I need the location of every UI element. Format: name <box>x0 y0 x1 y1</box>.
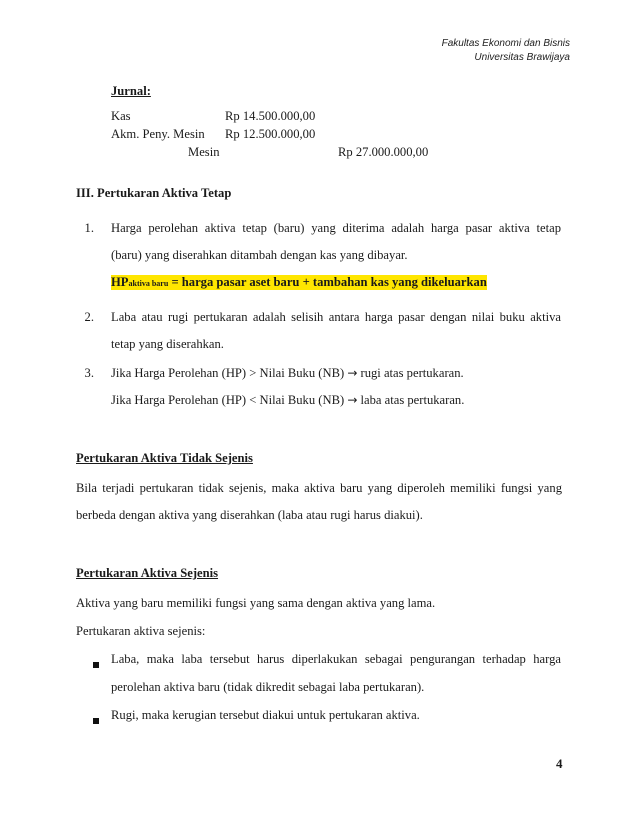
jurnal-row-3-credit: Rp 27.000.000,00 <box>338 145 429 159</box>
item-2-line-2: tetap yang diserahkan. <box>111 337 224 351</box>
arrow-right-icon: → <box>347 366 358 380</box>
tidak-sejenis-heading: Pertukaran Aktiva Tidak Sejenis <box>76 451 253 465</box>
jurnal-row-1-debit: Rp 14.500.000,00 <box>225 109 316 123</box>
item-3-line-1-condition: Jika Harga Perolehan (HP) > Nilai Buku (NB) <box>111 366 348 380</box>
formula-hp: HP <box>111 275 129 289</box>
formula-subscript: aktiva baru <box>128 279 169 288</box>
item-2-line-1: Laba atau rugi pertukaran adalah selisih antara harga pasar dengan nilai buku aktiva <box>111 310 561 324</box>
jurnal-row-2-debit: Rp 12.500.000,00 <box>225 127 316 141</box>
header-faculty: Fakultas Ekonomi dan Bisnis <box>441 38 570 49</box>
formula-text: = harga pasar aset baru + tambahan kas yang dikeluarkan <box>168 275 487 289</box>
item-1-line-1: Harga perolehan aktiva tetap (baru) yang diterima adalah harga pasar aktiva tetap <box>111 221 561 235</box>
square-bullet-icon <box>93 657 99 672</box>
item-1-line-2: (baru) yang diserahkan ditambah dengan kas yang dibayar. <box>111 248 408 262</box>
arrow-right-icon: → <box>347 393 358 407</box>
item-1-number: 1. <box>84 221 94 235</box>
item-3-line-2 <box>111 393 464 408</box>
bullet-2-line-1: Rugi, maka kerugian tersebut diakui untuk pertukaran aktiva. <box>111 708 420 722</box>
header-university: Universitas Brawijaya <box>474 52 570 63</box>
item-3-line-1 <box>111 366 464 381</box>
jurnal-row-1-account: Kas <box>111 109 131 123</box>
sejenis-line-1: Aktiva yang baru memiliki fungsi yang sama dengan aktiva yang lama. <box>76 596 436 610</box>
item-3-line-2-condition: Jika Harga Perolehan (HP) < Nilai Buku (NB) <box>111 393 348 407</box>
section-3-heading: III. Pertukaran Aktiva Tetap <box>76 186 232 200</box>
jurnal-row-2-account: Akm. Peny. Mesin <box>111 127 205 141</box>
sejenis-line-2: Pertukaran aktiva sejenis: <box>76 624 206 638</box>
sejenis-heading: Pertukaran Aktiva Sejenis <box>76 566 219 580</box>
item-2-number: 2. <box>84 310 94 324</box>
tidak-sejenis-line-1: Bila terjadi pertukaran tidak sejenis, maka aktiva baru yang diperoleh memiliki fungsi yang <box>76 481 562 495</box>
tidak-sejenis-line-2: berbeda dengan aktiva yang diserahkan (laba atau rugi harus diakui). <box>76 508 423 522</box>
item-3-line-2-result: laba atas pertukaran. <box>357 393 465 407</box>
formula-highlight <box>111 275 487 290</box>
jurnal-heading: Jurnal: <box>111 84 151 98</box>
bullet-1-line-1: Laba, maka laba tersebut harus diperlakukan sebagai pengurangan terhadap harga <box>111 652 561 666</box>
jurnal-row-3-account: Mesin <box>188 145 220 159</box>
item-3-line-1-result: rugi atas pertukaran. <box>357 366 464 380</box>
item-3-number: 3. <box>84 366 94 380</box>
bullet-1-line-2: perolehan aktiva baru (tidak dikredit sebagai laba pertukaran). <box>111 680 425 694</box>
page-number: 4 <box>556 756 563 771</box>
square-bullet-icon <box>93 713 99 728</box>
